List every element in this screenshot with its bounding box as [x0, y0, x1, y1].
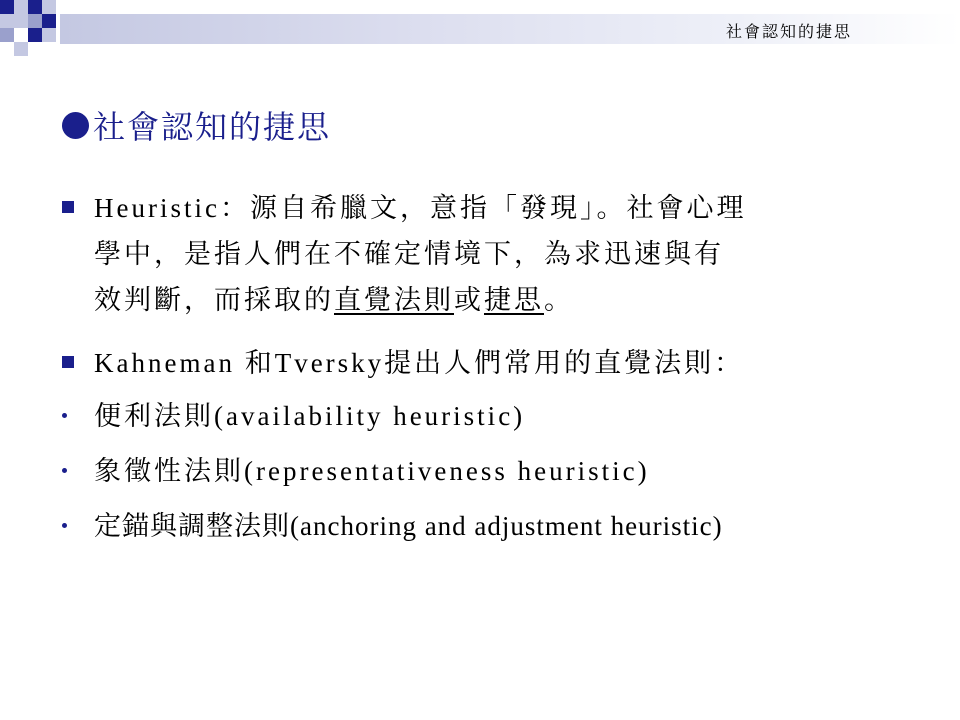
deco-square [14, 42, 28, 56]
square-bullet-icon [62, 356, 74, 368]
underlined-term: 捷思 [484, 285, 544, 315]
bullet-text-line [94, 277, 574, 323]
deco-square [28, 14, 42, 28]
bullet-kahneman [62, 340, 922, 386]
bullet-heuristic [62, 185, 922, 325]
bullet-text-line: Heuristic：源自希臘文，意指「發現」。社會心理 [94, 193, 747, 223]
header-title: 社會認知的捷思 [725, 22, 852, 41]
deco-square [42, 14, 56, 28]
bullet-text-line: Kahneman 和Tversky提出人們常用的直覺法則： [94, 348, 745, 378]
dot-bullet-icon [62, 523, 67, 528]
deco-square [0, 0, 14, 14]
deco-square [14, 0, 28, 14]
circle-bullet-icon [62, 112, 89, 139]
slide-title-text: 社會認知的捷思 [93, 108, 332, 146]
bullet-text-part: 或 [454, 285, 484, 315]
sub-item [62, 393, 922, 439]
deco-square [42, 0, 56, 14]
underlined-term: 直覺法則 [334, 285, 454, 315]
dot-bullet-icon [62, 413, 67, 418]
deco-square [42, 28, 56, 42]
deco-square [28, 0, 42, 14]
bullet-text-line: 學中，是指人們在不確定情境下，為求迅速與有 [94, 239, 724, 269]
deco-square [28, 28, 42, 42]
sub-item-text: 象徵性法則(representativeness heuristic) [94, 456, 650, 486]
deco-square [0, 14, 14, 28]
sub-item [62, 503, 922, 549]
bullet-text-part: 。 [544, 285, 574, 315]
square-bullet-icon [62, 201, 74, 213]
deco-square [14, 14, 28, 28]
dot-bullet-icon [62, 468, 67, 473]
sub-item-text: 便利法則(availability heuristic) [94, 401, 526, 431]
bullet-text-part: 效判斷，而採取的 [94, 285, 334, 315]
sub-item [62, 448, 922, 494]
slide-title [62, 102, 331, 148]
sub-item-text: 定錨與調整法則(anchoring and adjustment heuristic) [94, 511, 723, 541]
deco-square [0, 28, 14, 42]
